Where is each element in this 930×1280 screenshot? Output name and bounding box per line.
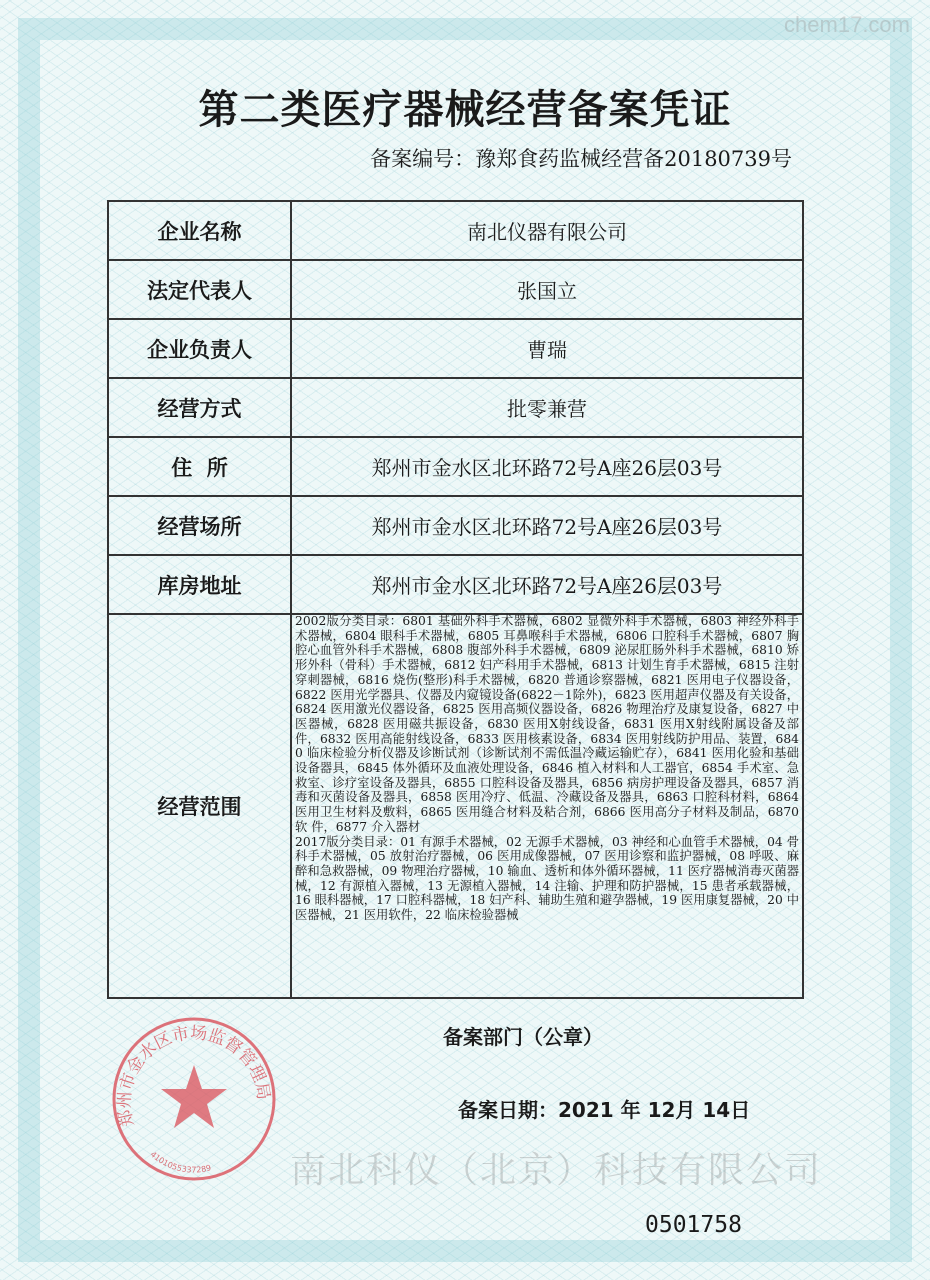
value: 郑州市金水区北环路72号A座26层03号 bbox=[291, 555, 803, 614]
certificate-table bbox=[107, 200, 804, 999]
row-domicile bbox=[108, 437, 803, 496]
registration-number: 备案编号：豫郑食药监械经营备20180739号 bbox=[370, 147, 792, 171]
serial-number: 0501758 bbox=[645, 1212, 742, 1238]
label: 住 所 bbox=[108, 437, 291, 496]
row-business-scope bbox=[108, 614, 803, 998]
label: 库房地址 bbox=[108, 555, 291, 614]
company-watermark: 南北科仪（北京）科技有限公司 bbox=[290, 1150, 823, 1191]
label: 企业名称 bbox=[108, 201, 291, 260]
site-watermark: chem17.com bbox=[784, 12, 910, 37]
filing-department: 备案部门（公章） bbox=[443, 1025, 603, 1049]
seal-number: 4101055337289 bbox=[148, 1149, 213, 1175]
row-company-name bbox=[108, 201, 803, 260]
row-warehouse bbox=[108, 555, 803, 614]
scope-text bbox=[292, 612, 802, 994]
official-seal-icon bbox=[110, 1015, 278, 1183]
label: 企业负责人 bbox=[108, 319, 291, 378]
row-business-mode bbox=[108, 378, 803, 437]
value: 南北仪器有限公司 bbox=[291, 201, 803, 260]
scope-2002: 2002版分类目录：6801 基础外科手术器械，6802 显微外科手术器械，6803 神经外科手术器械，6804 眼科手术器械，6805 耳鼻喉科手术器械，6806 口腔科手术器械，6807 胸腔心血管外科手术器械，6808 腹部外科手术器械，6809 泌尿肛肠外科手术器械，6810 矫形外科（骨科）手术器械，6812 妇产科用手术器械，6813 计划生育手术器械，6815 注射穿刺器械，6816 烧伤(整形)科手术器械，6820 普通诊察器械，6821 医用电子仪器设备，6822 医用光学器具、仪器及内窥镜设备(6822－1除外)，6823 医用超声仪器及有关设备，6824 医用激光仪器设备，6825 医用高频仪器设备，6826 物理治疗及康复设备，6827 中医器械，6828 医用磁共振设备，6830 医用X射线设备，6831 医用X射线附属设备及部件，6832 医用高能射线设备，6833 医用核素设备，6834 医用射线防护用品、装置，6840 临床检验分析仪器及诊断试剂（诊断试剂不需低温冷藏运输贮存），6841 医用化验和基础设备器具，6845 体外循环及血液处理设备，6846 植入材料和人工器官，6854 手术室、急救室、诊疗室设备及器具，6855 口腔科设备及器具，6856 病房护理设备及器具，6857 消毒和灭菌设备及器具，6858 医用冷疗、低温、冷藏设备及器具，6863 口腔科材料，6864 医用卫生材料及敷料，6865 医用缝合材料及粘合剂，6866 医用高分子材料及制品，6870 软 件，6877 介入器材 bbox=[295, 614, 799, 834]
value: 郑州市金水区北环路72号A座26层03号 bbox=[291, 496, 803, 555]
row-legal-rep bbox=[108, 260, 803, 319]
value: 张国立 bbox=[291, 260, 803, 319]
label: 经营范围 bbox=[108, 614, 291, 998]
label: 经营方式 bbox=[108, 378, 291, 437]
label: 经营场所 bbox=[108, 496, 291, 555]
document-title: 第二类医疗器械经营备案凭证 bbox=[198, 87, 732, 133]
scope-2017: 2017版分类目录：01 有源手术器械，02 无源手术器械，03 神经和心血管手术器械，04 骨科手术器械，05 放射治疗器械，06 医用成像器械，07 医用诊察和监护器械，08 呼吸、麻醉和急救器械，09 物理治疗器械，10 输血、透析和体外循环器械，11 医疗器械消毒灭菌器械，12 有源植入器械，13 无源植入器械，14 注输、护理和防护器械，15 患者承载器械，16 眼科器械，17 口腔科器械，18 妇产科、辅助生殖和避孕器械，19 医用康复器械，20 中医器械，21 医用软件，22 临床检验器械 bbox=[295, 834, 799, 923]
value: 曹瑞 bbox=[291, 319, 803, 378]
label: 法定代表人 bbox=[108, 260, 291, 319]
scope-cell bbox=[291, 614, 803, 998]
row-business-premises bbox=[108, 496, 803, 555]
filing-date: 备案日期：2021 年 12月 14日 bbox=[458, 1098, 751, 1122]
value: 郑州市金水区北环路72号A座26层03号 bbox=[291, 437, 803, 496]
value: 批零兼营 bbox=[291, 378, 803, 437]
row-manager bbox=[108, 319, 803, 378]
seal-text: 郑州市金水区市场监督管理局 bbox=[114, 1023, 274, 1129]
